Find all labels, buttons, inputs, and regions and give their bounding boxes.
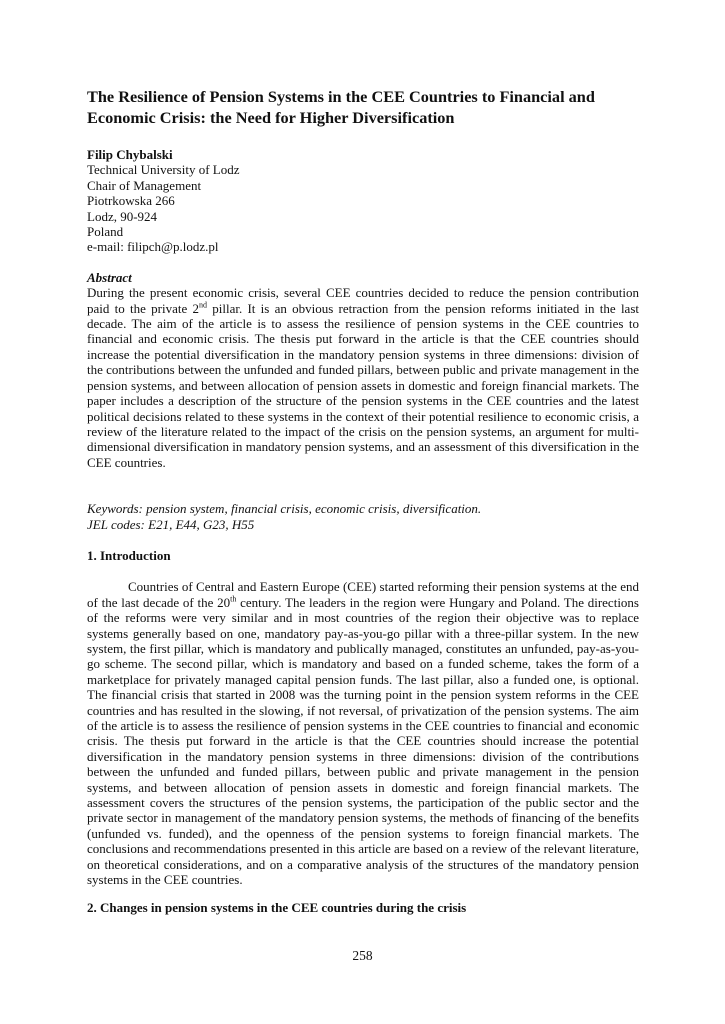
page-content (87, 86, 639, 916)
keywords-block (87, 501, 639, 532)
introduction-text: Countries of Central and Eastern Europe (CEE) started reforming their pension systems at the end of the last decade of the 20th century. The leaders in the region were Hungary and Poland. The directions of the reforms were very similar and in most countries of the region their objective was to replace systems generally based on one, mandatory pay-as-you-go pillar with a three-pillar system. In the new system, the first pillar, which is mandatory and publically managed, constitutes an unfunded, pay-as-you-go scheme. The second pillar, which is mandatory and based on a funded scheme, takes the form of a marketplace for privately managed capital pension funds. The last pillar, also a funded one, is optional. The financial crisis that started in 2008 was the turning point in the pension system reforms in the CEE countries and has resulted in the slowing, if not reversal, of privatization of the pension systems. The aim of the article is to assess the resilience of pension systems in the CEE countries to financial and economic crisis. The thesis put forward in the article is that the CEE countries should increase the potential diversification in the mandatory pension systems in three dimensions: division of the contributions between the unfunded and funded pillars, between public and private management in the pension systems, and between allocation of pension assets in domestic and foreign financial markets. The assessment covers the structures of the pension systems, the participation of the public sector and the private sector in management of the mandatory pension systems, the methods of financing of the benefits (unfunded vs. funded), and the openness of the pension systems to foreign financial markets. The conclusions and recommendations presented in this article are based on a review of the relevant literature, on theoretical considerations, and on a comparative analysis of the structures of the mandatory pension systems in the CEE countries. (87, 579, 639, 888)
page-number: 258 (352, 948, 373, 963)
affiliation-line: Piotrkowska 266 (87, 193, 175, 209)
affiliation-line: Poland (87, 224, 124, 240)
author-block (87, 147, 639, 255)
author-email: e-mail: filipch@p.lodz.pl (87, 239, 219, 255)
jel-codes: JEL codes: E21, E44, G23, H55 (87, 516, 255, 532)
section-heading-changes: 2. Changes in pension systems in the CEE countries during the crisis (87, 900, 467, 916)
abstract-heading: Abstract (87, 269, 132, 285)
author-name: Filip Chybalski (87, 147, 173, 162)
abstract-text: During the present economic crisis, several CEE countries decided to reduce the pension contribution paid to the private 2nd pillar. It is an obvious retraction from the pension reforms initiated in the last decade. The aim of the article is to assess the resilience of pension systems in the CEE countries to financial and economic crisis. The thesis put forward in the article is that the CEE countries should increase the potential diversification in the mandatory pension systems in three dimensions: division of the contributions between the unfunded and funded pillars, between public and private management in the pension systems, and between allocation of pension assets in domestic and foreign financial markets. The paper includes a description of the structure of the pension systems in the CEE countries and the latest political decisions related to these systems in the context of their potential resilience to economic crisis, a review of the literature related to the impact of the crisis on the pension systems, an argument for multi-dimensional diversification in mandatory pension systems, and an assessment of this diversification in the CEE countries. (87, 285, 639, 470)
affiliation-line: Chair of Management (87, 177, 202, 193)
affiliation-line: Lodz, 90-924 (87, 208, 158, 224)
paper-title: The Resilience of Pension Systems in the CEE Countries to Financial and Economic Crisis: the Need for Higher Diversification (87, 87, 595, 127)
section-heading-introduction: 1. Introduction (87, 547, 171, 563)
keywords: Keywords: pension system, financial crisis, economic crisis, diversification. (87, 501, 482, 517)
affiliation-line: Technical University of Lodz (87, 162, 240, 178)
